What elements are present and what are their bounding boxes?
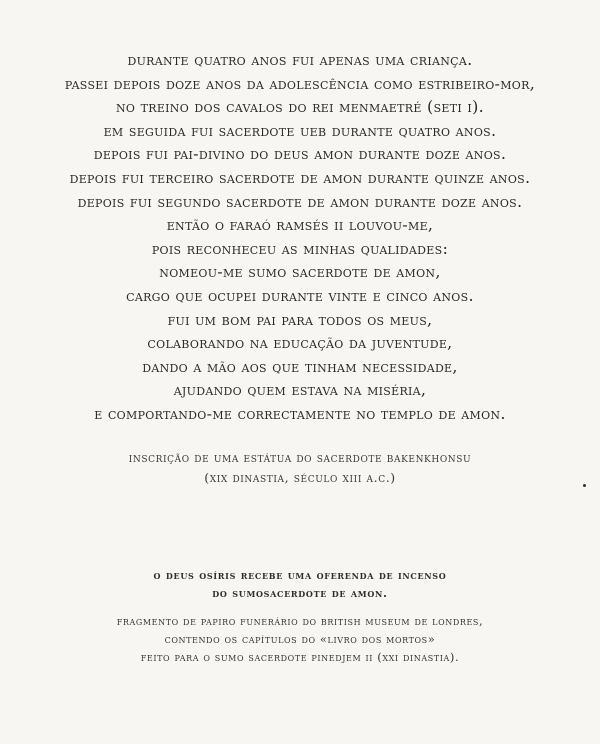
inscription-source [0,448,600,488]
caption-description-line: contendo os capítulos do «livro dos mortos» [164,632,436,646]
poem-line: e comportando-me correctamente no templo de amon. [94,403,506,423]
poem-line: ajudando quem estava na miséria, [173,380,427,400]
poem-line: passei depois doze anos da adolescência como estribeiro-mor, [64,73,536,93]
inscription-text [0,48,600,426]
caption-title-line: do sumosacerdote de amon. [212,586,388,600]
poem-line: dando a mão aos que tinham necessidade, [142,356,458,376]
caption-description-line: fragmento de papiro funerário do british museum de londres, [116,614,484,628]
poem-line: em seguida fui sacerdote ueb durante quatro anos. [103,120,497,140]
source-line-dynasty: (xix dinastia, século xiii a.c.) [204,470,396,485]
poem-line: colaborando na educação da juventude, [147,333,453,353]
poem-line: pois reconheceu as minhas qualidades: [151,238,449,258]
poem-line: nomeou-me sumo sacerdote de amon, [159,262,441,282]
poem-line: cargo que ocupei durante vinte e cinco anos. [126,285,474,305]
poem-line: depois fui terceiro sacerdote de amon durante quinze anos. [69,167,531,187]
caption-spacer [0,602,600,612]
poem-line: fui um bom pai para todos os meus, [167,309,433,329]
source-line-statue: inscrição de uma estátua do sacerdote bakenkhonsu [128,450,472,465]
figure-caption [0,566,600,666]
poem-line: depois fui pai-divino do deus amon durante doze anos. [93,144,507,164]
poem-line: no treino dos cavalos do rei menmaetré (seti i). [115,97,484,117]
poem-line: durante quatro anos fui apenas uma criança. [127,50,473,69]
poem-line: depois fui segundo sacerdote de amon durante doze anos. [77,191,523,211]
poem-line: então o faraó ramsés ii louvou-me, [166,215,434,235]
caption-description-line: feito para o sumo sacerdote pinedjem ii (xxi dinastia). [140,650,460,664]
print-speck [583,484,586,487]
caption-title-line: o deus osíris recebe uma oferenda de incenso [153,568,447,582]
